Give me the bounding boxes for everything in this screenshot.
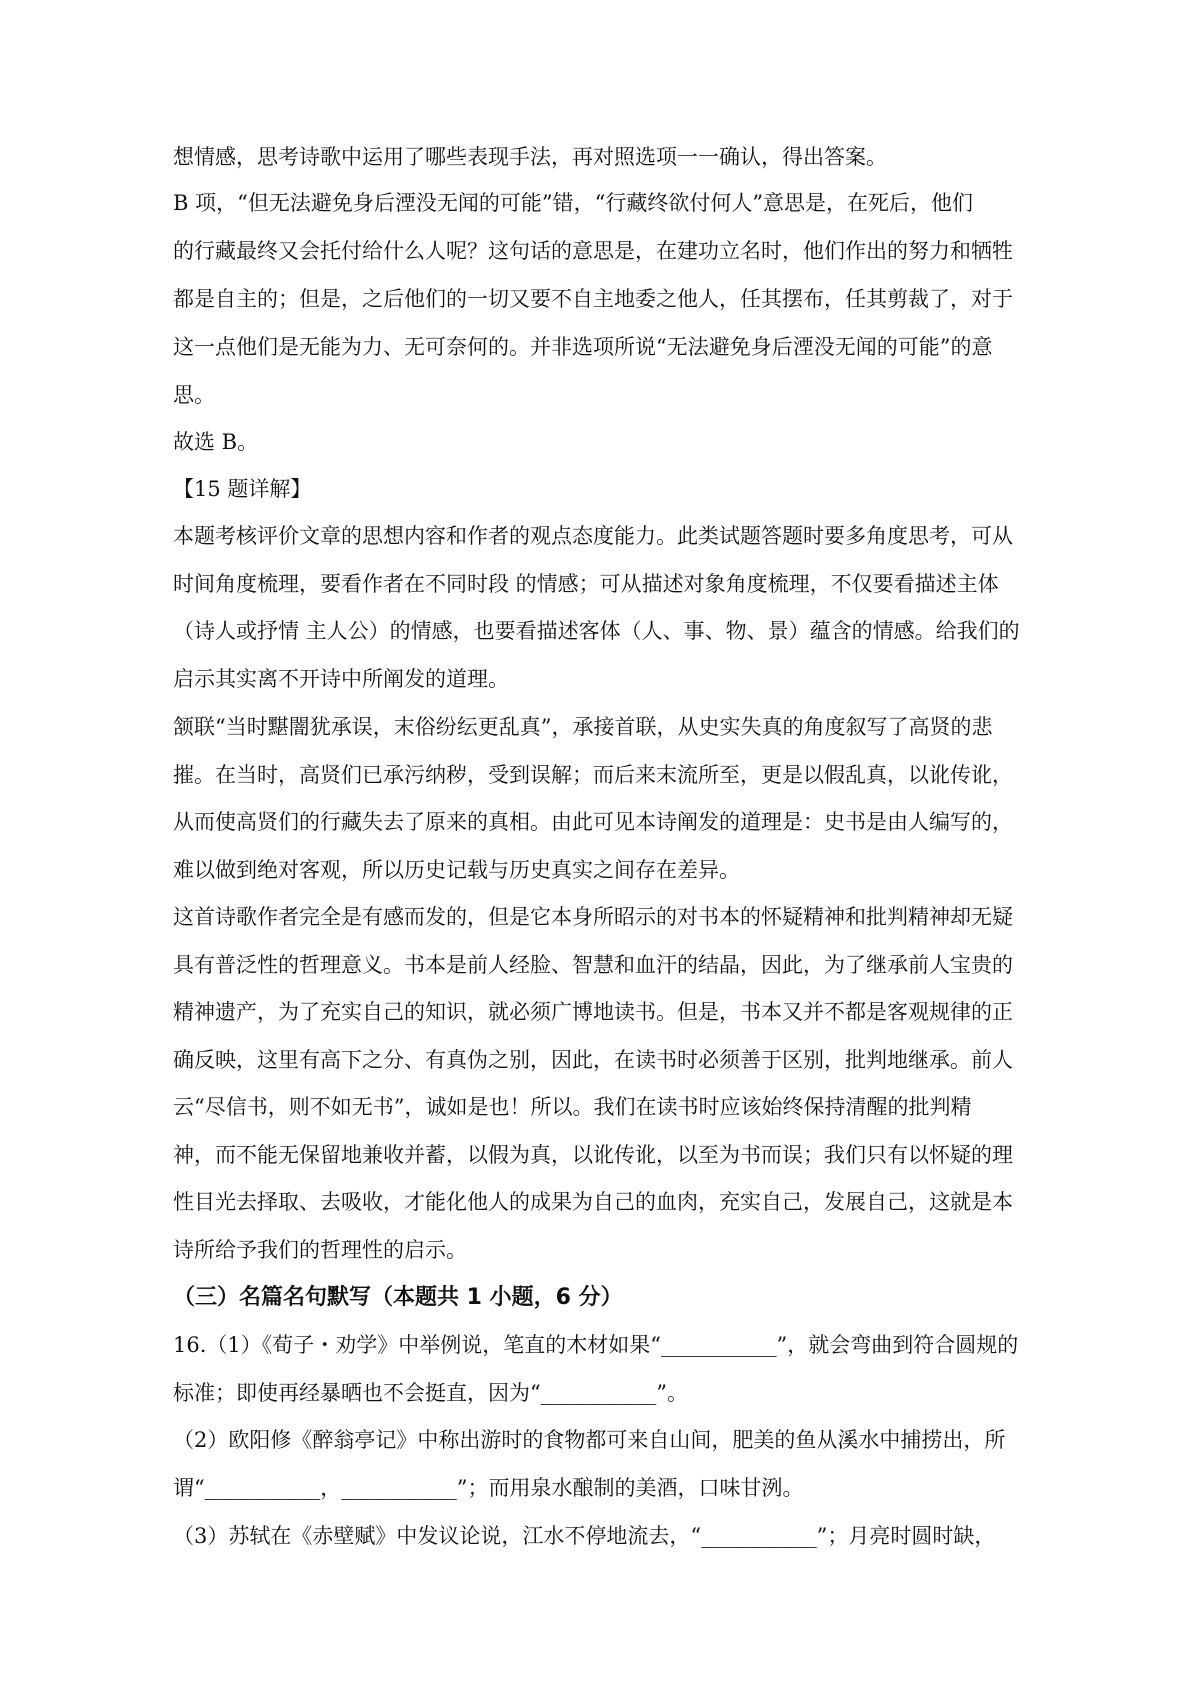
question-line: 谓“___________，___________”；而用泉水酿制的美酒，口味甘洌。 xyxy=(173,1476,804,1500)
paragraph-line: 启示其实离不开诗中所阐发的道理。 xyxy=(173,667,509,691)
section-heading: 【15 题详解】 xyxy=(173,477,312,501)
paragraph-line: 性目光去择取、去吸收，才能化他人的成果为自己的血肉，充实自己，发展自己，这就是本 xyxy=(173,1190,1013,1214)
paragraph-line: 的行藏最终又会托付给什么人呢？这句话的意思是，在建功立名时，他们作出的努力和牺牲 xyxy=(173,239,1013,263)
paragraph-line: 具有普泛性的哲理意义。书本是前人经脸、智慧和血汗的结晶，因此，为了继承前人宝贵的 xyxy=(173,953,1013,977)
question-line: 16.（1）《荀子・劝学》中举例说，笔直的木材如果“___________”，就会弯曲到符合圆规的 xyxy=(173,1333,1019,1357)
paragraph-line: 难以做到绝对客观，所以历史记载与历史真实之间存在差异。 xyxy=(173,858,740,882)
paragraph-line: 思。 xyxy=(173,383,215,407)
paragraph-line: 本题考核评价文章的思想内容和作者的观点态度能力。此类试题答题时要多角度思考，可从 xyxy=(173,524,1013,548)
paragraph-line: （诗人或抒情 主人公）的情感，也要看描述客体（人、事、物、景）蕴含的情感。给我们的 xyxy=(173,619,1020,643)
paragraph-line: 诗所给予我们的哲理性的启示。 xyxy=(173,1238,467,1262)
paragraph-line: 颔联“当时黮闇犹承误，末俗纷纭更乱真”，承接首联，从史实失真的角度叙写了高贤的悲 xyxy=(173,715,993,739)
paragraph-line: 这一点他们是无能为力、无可奈何的。并非选项所说“无法避免身后湮没无闻的可能”的意 xyxy=(173,335,993,359)
paragraph-line: 确反映，这里有高下之分、有真伪之别，因此，在读书时必须善于区别，批判地继承。前人 xyxy=(173,1048,1013,1072)
question-line: 标准；即使再经暴晒也不会挺直，因为“___________”。 xyxy=(173,1381,688,1405)
question-line: （2）欧阳修《醉翁亭记》中称出游时的食物都可来自山间，肥美的鱼从溪水中捕捞出，所 xyxy=(173,1428,1006,1452)
paragraph-line: 神，而不能无保留地兼收并蓄，以假为真，以讹传讹，以至为书而误；我们只有以怀疑的理 xyxy=(173,1143,1013,1167)
paragraph-line: 云“尽信书，则不如无书”，诚如是也！所以。我们在读书时应该始终保持清醒的批判精 xyxy=(173,1095,972,1119)
paragraph-line: 想情感，思考诗歌中运用了哪些表现手法，再对照选项一一确认，得出答案。 xyxy=(173,145,887,169)
paragraph-line: 摧。在当时，高贤们已承污纳秽，受到误解；而后来末流所至，更是以假乱真，以讹传讹， xyxy=(173,763,1013,787)
paragraph-line: 这首诗歌作者完全是有感而发的，但是它本身所昭示的对书本的怀疑精神和批判精神却无疑 xyxy=(173,905,1013,929)
section-title: （三）名篇名句默写（本题共 1 小题，6 分） xyxy=(173,1285,623,1310)
paragraph-line: 时间角度梳理，要看作者在不同时段 的情感；可从描述对象角度梳理，不仅要看描述主体 xyxy=(173,572,999,596)
question-line: （3）苏轼在《赤壁赋》中发议论说，江水不停地流去，“___________”；月亮时圆时缺， xyxy=(173,1524,996,1548)
paragraph-line: 都是自主的；但是，之后他们的一切又要不自主地委之他人，任其摆布，任其剪裁了，对于 xyxy=(173,287,1013,311)
paragraph-line: 从而使高贤们的行藏失去了原来的真相。由此可见本诗阐发的道理是：史书是由人编写的， xyxy=(173,810,1013,834)
paragraph-line: 故选 B。 xyxy=(173,430,259,454)
paragraph-line: B 项，“但无法避免身后湮没无闻的可能”错，“行藏终欲付何人”意思是，在死后，他们 xyxy=(173,191,974,215)
paragraph-line: 精神遗产，为了充实自己的知识，就必须广博地读书。但是，书本又并不都是客观规律的正 xyxy=(173,1000,1013,1024)
